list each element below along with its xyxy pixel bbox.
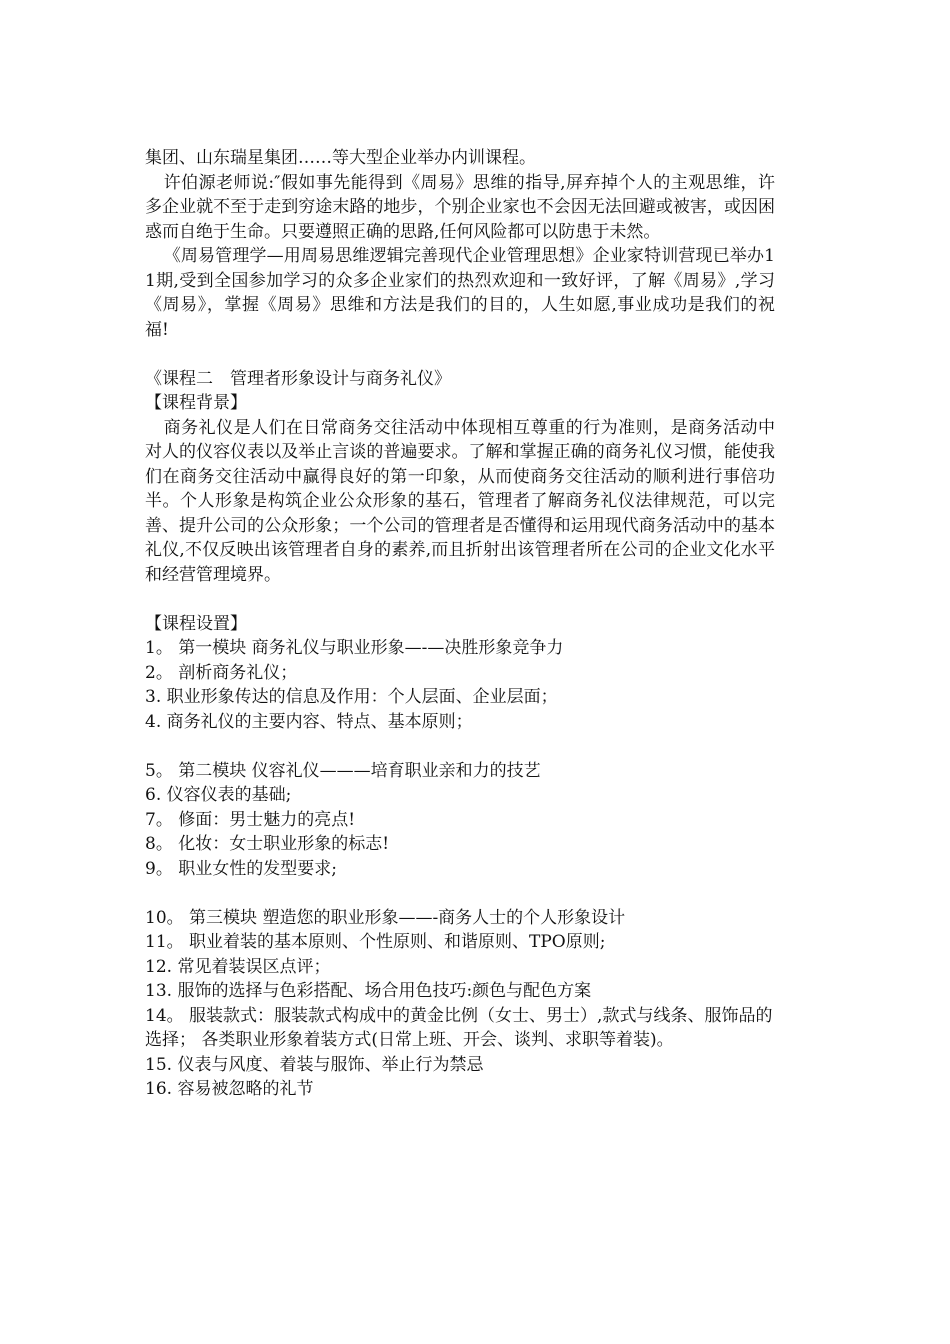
list-item: 12. 常见着装误区点评；	[145, 956, 331, 977]
spacer	[145, 587, 775, 612]
document-page	[145, 146, 775, 1102]
background-heading: 【课程背景】	[145, 393, 247, 413]
list-item: 3. 职业形象传达的信息及作用：个人层面、企业层面；	[145, 687, 558, 707]
intro-paragraph-1: 集团、山东瑞星集团……等大型企业举办内训课程。	[145, 148, 536, 168]
list-item: 16. 容易被忽略的礼节	[145, 1079, 314, 1099]
intro-paragraph-2: 许伯源老师说:″假如事先能得到《周易》思维的指导,屏弃掉个人的主观思维，许多企业就不至于走到穷途末路的地步，个别企业家也不会因无法回避或被害，或因困惑而自绝于生命。只要遵照正确的思路,任何风险都可以防患于未然。	[145, 172, 775, 242]
list-item: 15. 仪表与风度、着装与服饰、举止行为禁忌	[145, 1054, 484, 1075]
module-1-list	[145, 636, 775, 734]
module-3-list	[145, 906, 775, 1102]
intro-paragraph-3: 《周易管理学—用周易思维逻辑完善现代企业管理思想》企业家特训营现已举办11期,受到全国参加学习的众多企业家们的热烈欢迎和一致好评，了解《周易》,学习《周易》，掌握《周易》思维和方法是我们的目的，人生如愿,事业成功是我们的祝福!	[145, 246, 775, 340]
list-item: 2。 剖析商务礼仪；	[145, 662, 298, 683]
list-item: 5。 第二模块 仪容礼仪———培育职业亲和力的技艺	[145, 760, 541, 781]
module-2-list	[145, 759, 775, 882]
settings-heading: 【课程设置】	[145, 613, 247, 634]
list-item: 7。 修面：男士魅力的亮点!	[145, 809, 356, 830]
background-paragraph: 商务礼仪是人们在日常商务交往活动中体现相互尊重的行为准则，是商务活动中对人的仪容仪表以及举止言谈的普遍要求。了解和掌握正确的商务礼仪习惯，能使我们在商务交往活动中赢得良好的第一印象，从而使商务交往活动的顺利进行事倍功半。个人形象是构筑企业公众形象的基石，管理者了解商务礼仪法律规范，可以完善、提升公司的公众形象；一个公司的管理者是否懂得和运用现代商务活动中的基本礼仪,不仅反映出该管理者自身的素养,而且折射出该管理者所在公司的企业文化水平和经营管理境界。	[145, 417, 775, 585]
list-item: 11。 职业着装的基本原则、个性原则、和谐原则、TPO原则;	[145, 932, 606, 952]
list-item: 1。 第一模块 商务礼仪与职业形象—-—决胜形象竞争力	[145, 638, 564, 658]
list-item: 10。 第三模块 塑造您的职业形象——-商务人士的个人形象设计	[145, 907, 626, 928]
list-item: 14。 服装款式：服装款式构成中的黄金比例（女士、男士）,款式与线条、服饰品的选择； 各类职业形象着装方式(日常上班、开会、谈判、求职等着装)。	[145, 1005, 773, 1050]
list-item: 13. 服饰的选择与色彩搭配、场合用色技巧:颜色与配色方案	[145, 981, 592, 1001]
list-item: 4. 商务礼仪的主要内容、特点、基本原则；	[145, 711, 473, 732]
spacer	[145, 881, 775, 906]
list-item: 9。 职业女性的发型要求;	[145, 858, 337, 879]
spacer	[145, 734, 775, 759]
list-item: 8。 化妆：女士职业形象的标志!	[145, 834, 390, 854]
course-title: 《课程二 管理者形象设计与商务礼仪》	[145, 368, 451, 389]
list-item: 6. 仪容仪表的基础;	[145, 785, 292, 805]
spacer	[145, 342, 775, 367]
